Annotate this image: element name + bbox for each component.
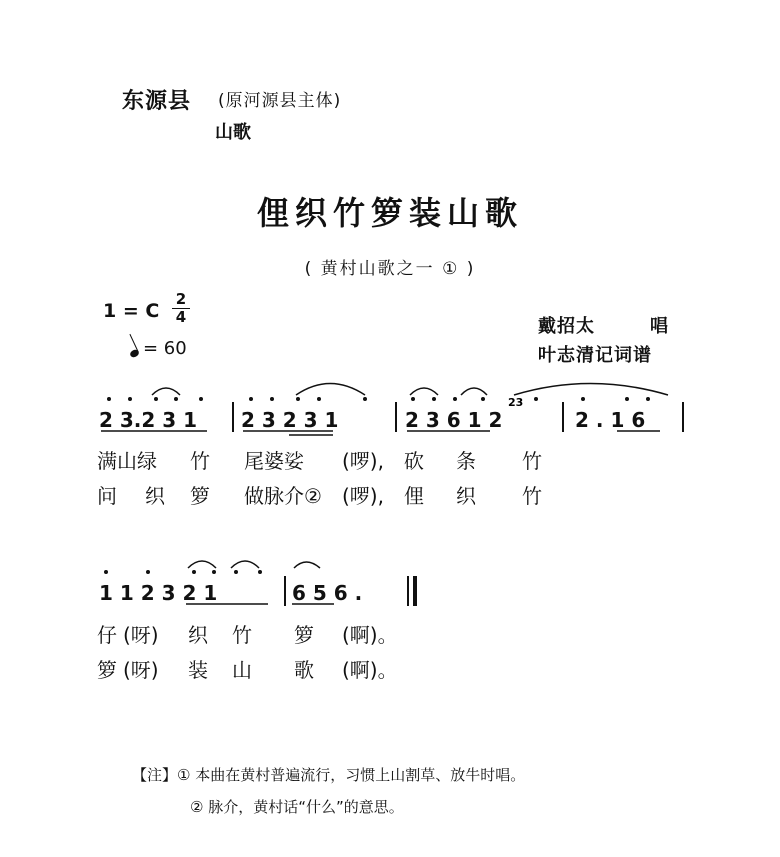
tempo-value: = 60 [143, 338, 187, 359]
song-title: 俚织竹箩装山歌 [256, 194, 523, 232]
system1-slurs [152, 384, 668, 396]
system1-octave-dots [107, 397, 650, 401]
time-signature-top: 2 [175, 290, 187, 308]
song-subtitle: ( 黄村山歌之一 ① ) [304, 259, 476, 279]
system1-verse2-lyric-7: 织 [456, 484, 476, 508]
system2-measure-2-notes: 6 5 6 . [292, 581, 363, 605]
singer-name: 戴招太 [538, 316, 595, 337]
system2-measure-1-notes: 1 1 2 3 2 1 [99, 581, 218, 605]
system1-verse1-lyric-3: 尾婆娑 [244, 449, 304, 473]
system1-measure-3 [405, 396, 523, 432]
system1-verse2-lyric-3: 箩 [190, 484, 210, 508]
system1-verse2-lyric-1: 问 [97, 484, 117, 508]
singer-role: 唱 [650, 316, 668, 337]
system2-verse2-lyric-3: 装 [188, 658, 208, 682]
system2-octave-dots [104, 570, 262, 574]
system1-verse1-lyric-4: (啰), [342, 449, 384, 473]
system2-verse1-lyric-3: 织 [188, 623, 208, 647]
system1-verse1-lyric-2: 竹 [190, 449, 210, 473]
footnote-2: ② 脉介，黄村话“什么”的意思。 [190, 798, 404, 816]
grace-note: 23 [508, 396, 524, 409]
system1-measure-1 [99, 408, 197, 432]
system2-verse2-lyric-1: 箩 [97, 658, 117, 682]
county-name: 东源县 [122, 89, 192, 114]
time-signature-bottom: 4 [175, 308, 187, 326]
key-signature: 1 = C [103, 300, 160, 322]
system1-verse1-lyric-7: 竹 [522, 449, 542, 473]
system2-verse2-lyric-5: 歌 [294, 658, 314, 682]
system1-measure-3-notes: 2 3 6 1 2 [405, 408, 503, 432]
system1-verse1-lyric-5: 砍 [404, 449, 424, 473]
system1-verse2-lyric-4: 做脉介② [244, 484, 322, 508]
system2-slurs [188, 561, 320, 568]
system2-verse1-lyric-1: 仔 [97, 623, 117, 647]
footnote-1: 【注】① 本曲在黄村普遍流行，习惯上山割草、放牛时唱。 [132, 766, 526, 784]
system1-verse1-lyric-1: 满山绿 [97, 449, 157, 473]
system2-verse1-lyric-4: 竹 [232, 623, 252, 647]
system1-measure-2-notes: 2 3 2 3 1 [241, 408, 339, 432]
system2-verse1-lyric-2: (呀) [123, 623, 159, 647]
system1-measure-4 [575, 408, 645, 432]
system1-verse2-lyric-8: 竹 [522, 484, 542, 508]
system1-verse2-lyric-5: (啰), [342, 484, 384, 508]
genre-label: 山歌 [215, 122, 251, 143]
system2-verse2-lyric-2: (呀) [123, 658, 159, 682]
system1-measure-1-notes: 2 3.2 3 1 [99, 408, 198, 432]
system1-verse2-lyric-6: 俚 [404, 484, 424, 508]
system1-verse1-lyric-6: 条 [456, 449, 476, 473]
county-note: (原河源县主体) [218, 91, 342, 111]
system2-verse1-lyric-5: 箩 [294, 623, 314, 647]
system1-measure-2 [241, 408, 338, 432]
system2-verse2-lyric-6: (啊)。 [342, 658, 398, 682]
system1-measure-4-notes: 2 . 1 6 [575, 408, 646, 432]
transcriber: 叶志清记词谱 [538, 345, 652, 366]
system2-verse1-lyric-6: (啊)。 [342, 623, 398, 647]
system2-verse2-lyric-4: 山 [232, 658, 252, 682]
system1-verse2-lyric-2: 织 [145, 484, 165, 508]
